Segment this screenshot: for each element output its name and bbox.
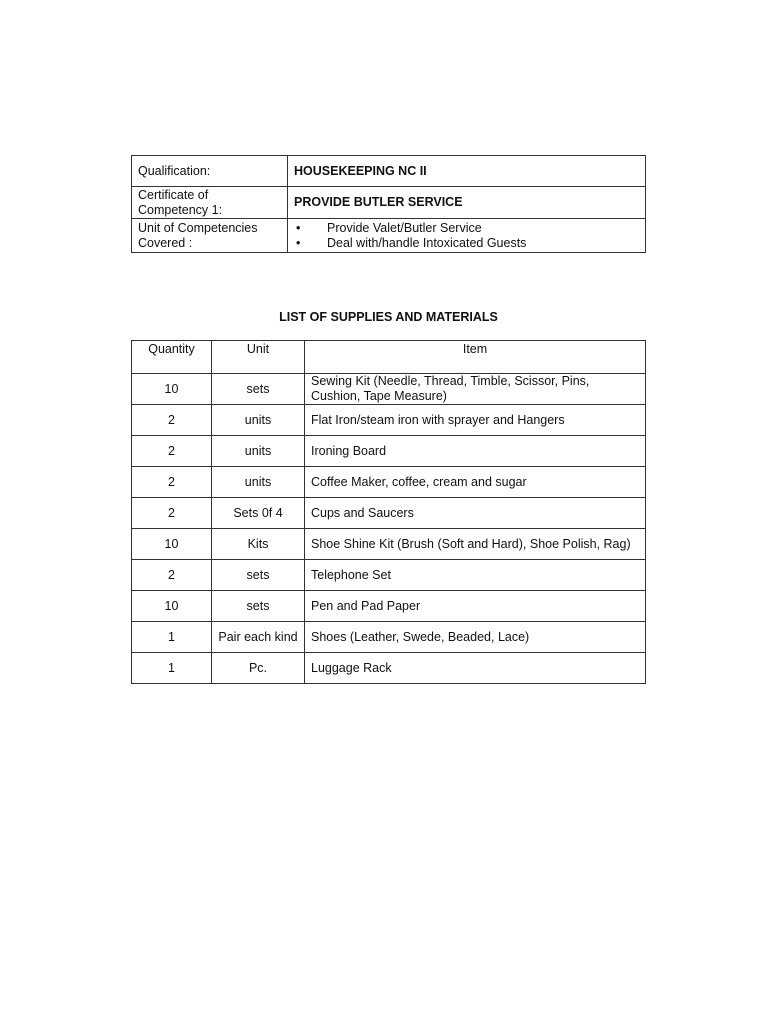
unit-cell: Pair each kind xyxy=(212,622,305,653)
item-cell: Ironing Board xyxy=(305,436,646,467)
item-cell: Shoes (Leather, Swede, Beaded, Lace) xyxy=(305,622,646,653)
quantity-cell: 2 xyxy=(132,405,212,436)
qualification-value: HOUSEKEEPING NC II xyxy=(288,156,646,187)
table-row xyxy=(132,498,646,529)
table-row xyxy=(132,405,646,436)
qualification-label: Qualification: xyxy=(132,156,288,187)
certificate-value: PROVIDE BUTLER SERVICE xyxy=(288,187,646,219)
qualification-table xyxy=(131,155,646,253)
unit-cell: Sets 0f 4 xyxy=(212,498,305,529)
table-row xyxy=(132,622,646,653)
units-row xyxy=(132,219,646,253)
certificate-row xyxy=(132,187,646,219)
quantity-cell: 10 xyxy=(132,529,212,560)
supplies-table xyxy=(131,340,646,684)
item-cell: Telephone Set xyxy=(305,560,646,591)
unit-cell: sets xyxy=(212,591,305,622)
table-row xyxy=(132,653,646,684)
units-value xyxy=(288,219,646,253)
header-item: Item xyxy=(305,341,646,374)
quantity-cell: 1 xyxy=(132,653,212,684)
header-quantity: Quantity xyxy=(132,341,212,374)
table-row xyxy=(132,374,646,405)
table-row xyxy=(132,591,646,622)
units-list xyxy=(294,221,639,251)
units-list-item: • Deal with/handle Intoxicated Guests xyxy=(294,236,639,251)
quantity-cell: 2 xyxy=(132,560,212,591)
quantity-cell: 2 xyxy=(132,498,212,529)
quantity-cell: 2 xyxy=(132,467,212,498)
units-list-item: • Provide Valet/Butler Service xyxy=(294,221,639,236)
units-label: Unit of Competencies Covered : xyxy=(132,219,288,253)
unit-cell: units xyxy=(212,467,305,498)
item-cell: Sewing Kit (Needle, Thread, Timble, Scissor, Pins, Cushion, Tape Measure) xyxy=(305,374,646,405)
unit-cell: units xyxy=(212,436,305,467)
header-unit: Unit xyxy=(212,341,305,374)
item-cell: Pen and Pad Paper xyxy=(305,591,646,622)
unit-cell: units xyxy=(212,405,305,436)
item-cell: Flat Iron/steam iron with sprayer and Hangers xyxy=(305,405,646,436)
qualification-row xyxy=(132,156,646,187)
unit-cell: Pc. xyxy=(212,653,305,684)
item-cell: Shoe Shine Kit (Brush (Soft and Hard), Shoe Polish, Rag) xyxy=(305,529,646,560)
item-cell: Cups and Saucers xyxy=(305,498,646,529)
certificate-label: Certificate of Competency 1: xyxy=(132,187,288,219)
quantity-cell: 10 xyxy=(132,374,212,405)
table-row xyxy=(132,436,646,467)
quantity-cell: 1 xyxy=(132,622,212,653)
item-cell: Luggage Rack xyxy=(305,653,646,684)
table-row xyxy=(132,529,646,560)
table-row xyxy=(132,560,646,591)
table-row xyxy=(132,467,646,498)
supplies-header-row xyxy=(132,341,646,374)
quantity-cell: 10 xyxy=(132,591,212,622)
unit-cell: sets xyxy=(212,560,305,591)
quantity-cell: 2 xyxy=(132,436,212,467)
unit-cell: sets xyxy=(212,374,305,405)
list-title: LIST OF SUPPLIES AND MATERIALS xyxy=(279,310,498,324)
unit-cell: Kits xyxy=(212,529,305,560)
item-cell: Coffee Maker, coffee, cream and sugar xyxy=(305,467,646,498)
